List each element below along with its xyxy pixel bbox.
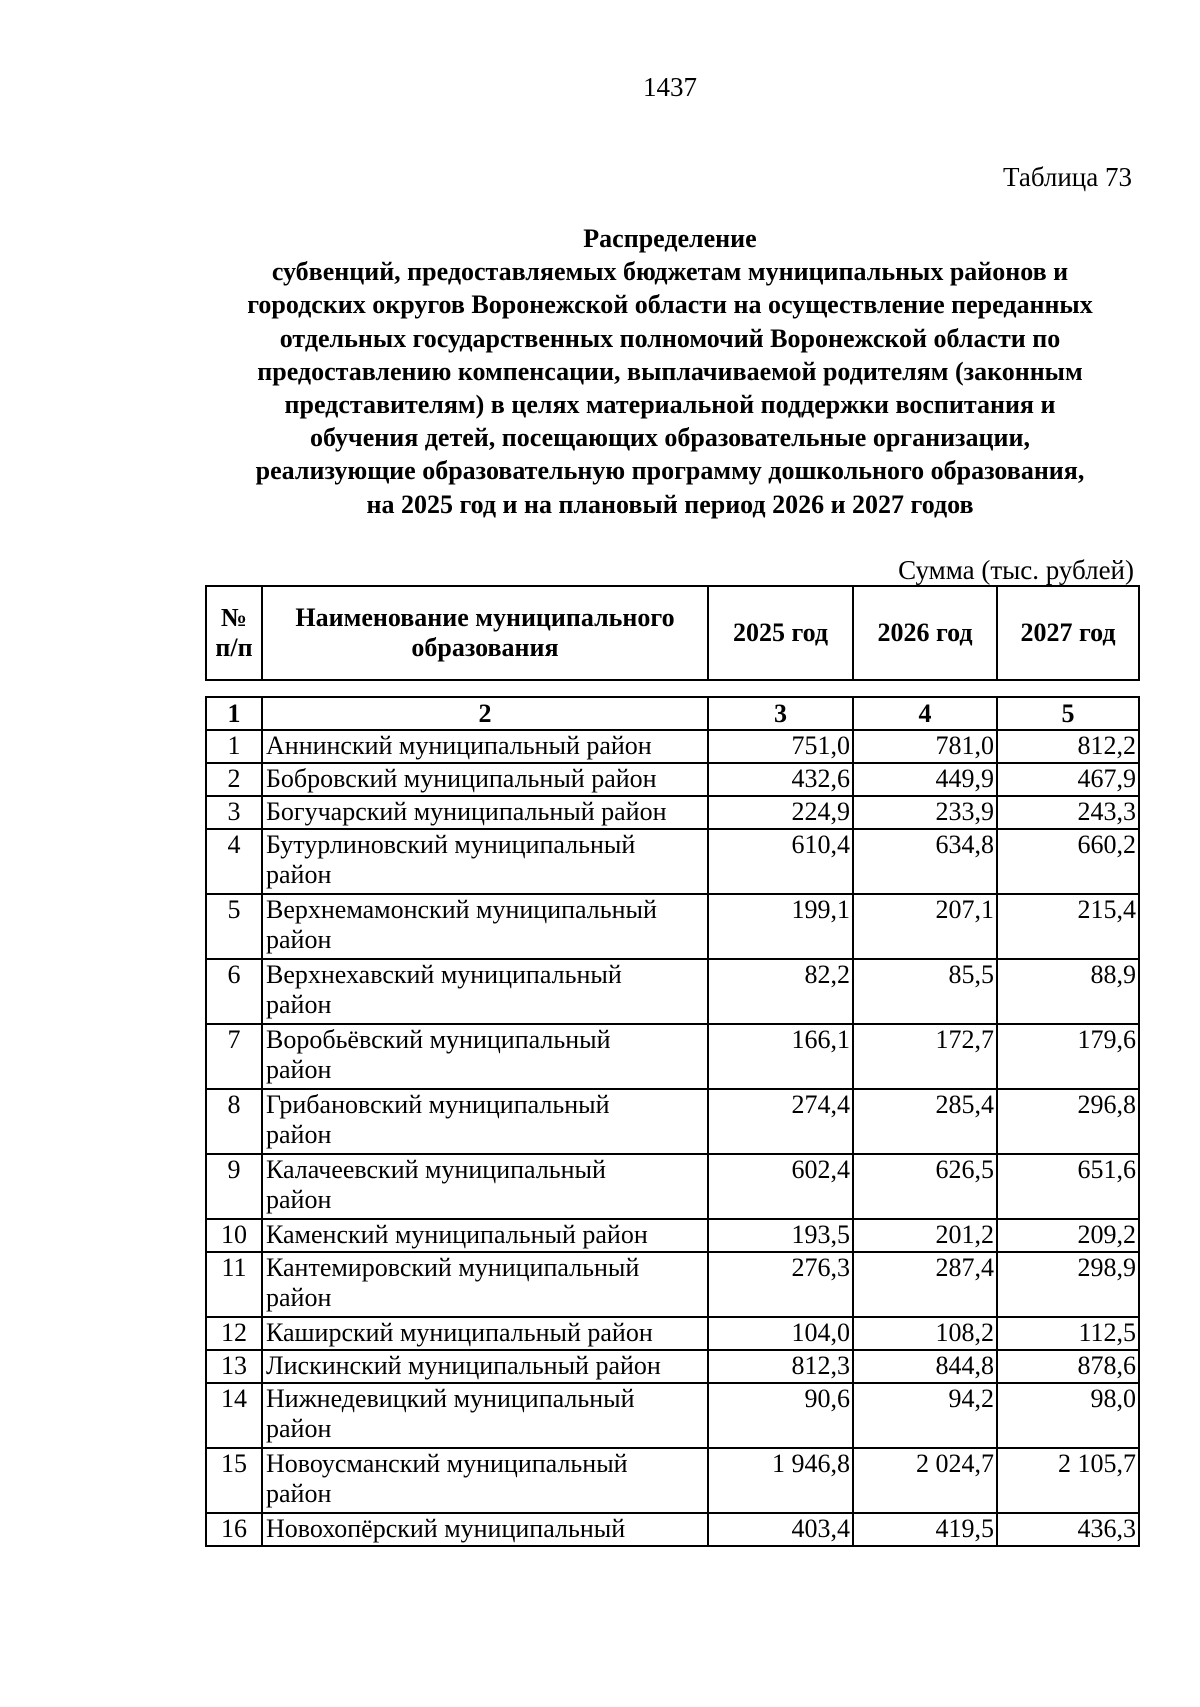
amount-2027: 179,6: [997, 1024, 1139, 1089]
row-number: 6: [206, 959, 262, 1024]
amount-2025: 90,6: [708, 1383, 853, 1448]
title-line: представителям) в целях материальной поддержки воспитания и: [284, 390, 1056, 420]
amount-2027: 812,2: [997, 730, 1139, 763]
column-number: 5: [997, 697, 1139, 730]
municipality-name-line1: Новохопёрский муниципальный: [266, 1514, 626, 1543]
table-row: [206, 829, 1139, 894]
municipality-name-line1: Кантемировский муниципальный: [266, 1253, 640, 1282]
row-number: 7: [206, 1024, 262, 1089]
data-table: [205, 696, 1140, 1547]
amount-2025: 751,0: [708, 730, 853, 763]
row-number: 4: [206, 829, 262, 894]
amount-2025: 403,4: [708, 1513, 853, 1546]
municipality-name-line1: Бутурлиновский муниципальный: [266, 830, 636, 859]
table-row: [206, 796, 1139, 829]
row-number: 10: [206, 1219, 262, 1252]
amount-2027: 878,6: [997, 1350, 1139, 1383]
column-number: 2: [262, 697, 708, 730]
header-name: [262, 586, 708, 680]
amount-2025: 610,4: [708, 829, 853, 894]
table-row: [206, 1154, 1139, 1219]
municipality-name-line2: район: [266, 1283, 332, 1312]
column-number: 3: [708, 697, 853, 730]
municipality-name: [262, 796, 708, 829]
header-name-line2: образования: [411, 633, 559, 662]
amount-2025: 82,2: [708, 959, 853, 1024]
table-label: Таблица 73: [1003, 162, 1132, 192]
title-line: обучения детей, посещающих образовательные организации,: [310, 423, 1030, 453]
amount-2025: 276,3: [708, 1252, 853, 1317]
amount-2025: 1 946,8: [708, 1448, 853, 1513]
amount-2027: 660,2: [997, 829, 1139, 894]
municipality-name-line2: район: [266, 860, 332, 889]
header-2027: 2027 год: [997, 586, 1139, 680]
municipality-name-line1: Верхнемамонский муниципальный: [266, 895, 657, 924]
municipality-name-line2: район: [266, 1185, 332, 1214]
amount-2025: 812,3: [708, 1350, 853, 1383]
table-row: [206, 730, 1139, 763]
table-row: [206, 1513, 1139, 1546]
municipality-name-line1: Грибановский муниципальный: [266, 1090, 610, 1119]
amount-2026: 626,5: [853, 1154, 997, 1219]
municipality-name-line1: Аннинский муниципальный район: [266, 731, 652, 760]
municipality-name: [262, 763, 708, 796]
amount-2025: 166,1: [708, 1024, 853, 1089]
amount-2027: 651,6: [997, 1154, 1139, 1219]
municipality-name-line1: Воробьёвский муниципальный: [266, 1025, 611, 1054]
amount-2027: 215,4: [997, 894, 1139, 959]
amount-2026: 201,2: [853, 1219, 997, 1252]
title-line: реализующие образовательную программу дошкольного образования,: [255, 456, 1085, 486]
row-number: 16: [206, 1513, 262, 1546]
municipality-name: [262, 1089, 708, 1154]
header-name-line1: Наименование муниципального: [295, 603, 675, 632]
municipality-name: [262, 1350, 708, 1383]
amount-2026: 207,1: [853, 894, 997, 959]
table-row: [206, 1383, 1139, 1448]
table-row: [206, 894, 1139, 959]
municipality-name: [262, 1154, 708, 1219]
amount-2026: 94,2: [853, 1383, 997, 1448]
header-num-line2: п/п: [215, 633, 253, 662]
document-title: [200, 222, 1140, 521]
municipality-name-line1: Нижнедевицкий муниципальный: [266, 1384, 635, 1413]
municipality-name: [262, 1448, 708, 1513]
amount-2025: 199,1: [708, 894, 853, 959]
row-number: 2: [206, 763, 262, 796]
amount-2027: 467,9: [997, 763, 1139, 796]
amount-2026: 2 024,7: [853, 1448, 997, 1513]
municipality-name-line1: Бобровский муниципальный район: [266, 764, 657, 793]
header-row: [206, 586, 1139, 680]
municipality-name-line1: Каширский муниципальный район: [266, 1318, 653, 1347]
table-row: [206, 1219, 1139, 1252]
table-row: [206, 1089, 1139, 1154]
municipality-name-line1: Лискинский муниципальный район: [266, 1351, 661, 1380]
amount-2026: 634,8: [853, 829, 997, 894]
amount-2025: 104,0: [708, 1317, 853, 1350]
column-number: 1: [206, 697, 262, 730]
amount-2027: 98,0: [997, 1383, 1139, 1448]
municipality-name-line1: Калачеевский муниципальный: [266, 1155, 606, 1184]
table-row: [206, 959, 1139, 1024]
table-row: [206, 1024, 1139, 1089]
municipality-name-line2: район: [266, 1414, 332, 1443]
municipality-name: [262, 1317, 708, 1350]
title-line: отдельных государственных полномочий Воронежской области по: [279, 323, 1061, 353]
amount-2026: 172,7: [853, 1024, 997, 1089]
municipality-name: [262, 1383, 708, 1448]
amount-2026: 781,0: [853, 730, 997, 763]
title-line: предоставлению компенсации, выплачиваемой родителям (законным: [257, 356, 1083, 386]
municipality-name-line1: Богучарский муниципальный район: [266, 797, 667, 826]
amount-2027: 209,2: [997, 1219, 1139, 1252]
municipality-name: [262, 730, 708, 763]
amount-2025: 432,6: [708, 763, 853, 796]
amount-2026: 85,5: [853, 959, 997, 1024]
header-num: [206, 586, 262, 680]
amount-2026: 449,9: [853, 763, 997, 796]
row-number: 11: [206, 1252, 262, 1317]
row-number: 15: [206, 1448, 262, 1513]
amount-2027: 112,5: [997, 1317, 1139, 1350]
header-num-line1: №: [220, 603, 248, 632]
column-number-row: [206, 697, 1139, 730]
municipality-name: [262, 894, 708, 959]
row-number: 8: [206, 1089, 262, 1154]
municipality-name-line2: район: [266, 1120, 332, 1149]
amount-2025: 274,4: [708, 1089, 853, 1154]
amount-2026: 108,2: [853, 1317, 997, 1350]
amount-2026: 844,8: [853, 1350, 997, 1383]
municipality-name: [262, 1252, 708, 1317]
table-row: [206, 1350, 1139, 1383]
municipality-name-line2: район: [266, 1055, 332, 1084]
amount-2026: 287,4: [853, 1252, 997, 1317]
amount-2027: 243,3: [997, 796, 1139, 829]
table-row: [206, 1252, 1139, 1317]
column-number: 4: [853, 697, 997, 730]
municipality-name-line1: Новоусманский муниципальный: [266, 1449, 628, 1478]
municipality-name-line2: район: [266, 925, 332, 954]
title-line: субвенций, предоставляемых бюджетам муниципальных районов и: [271, 257, 1069, 287]
title-line: Распределение: [583, 224, 757, 253]
amount-2025: 602,4: [708, 1154, 853, 1219]
municipality-name-line2: район: [266, 990, 332, 1019]
amount-2025: 224,9: [708, 796, 853, 829]
table-row: [206, 763, 1139, 796]
table-row: [206, 1448, 1139, 1513]
title-line: на 2025 год и на плановый период 2026 и 2027 годов: [366, 489, 974, 519]
row-number: 1: [206, 730, 262, 763]
municipality-name: [262, 1024, 708, 1089]
municipality-name: [262, 1513, 708, 1546]
amount-2026: 233,9: [853, 796, 997, 829]
municipality-name: [262, 1219, 708, 1252]
amount-2027: 436,3: [997, 1513, 1139, 1546]
municipality-name-line2: район: [266, 1479, 332, 1508]
amount-2025: 193,5: [708, 1219, 853, 1252]
table-header: [205, 585, 1140, 681]
page-number: 1437: [643, 72, 697, 102]
row-number: 12: [206, 1317, 262, 1350]
table-row: [206, 1317, 1139, 1350]
municipality-name: [262, 959, 708, 1024]
header-2025: 2025 год: [708, 586, 853, 680]
amount-2027: 2 105,7: [997, 1448, 1139, 1513]
row-number: 13: [206, 1350, 262, 1383]
units-label: Сумма (тыс. рублей): [898, 555, 1134, 585]
amount-2026: 419,5: [853, 1513, 997, 1546]
amount-2027: 88,9: [997, 959, 1139, 1024]
header-2026: 2026 год: [853, 586, 997, 680]
row-number: 14: [206, 1383, 262, 1448]
amount-2026: 285,4: [853, 1089, 997, 1154]
amount-2027: 298,9: [997, 1252, 1139, 1317]
title-line: городских округов Воронежской области на осуществление переданных: [247, 290, 1093, 320]
row-number: 3: [206, 796, 262, 829]
row-number: 9: [206, 1154, 262, 1219]
municipality-name-line1: Верхнехавский муниципальный: [266, 960, 622, 989]
municipality-name-line1: Каменский муниципальный район: [266, 1220, 648, 1249]
row-number: 5: [206, 894, 262, 959]
municipality-name: [262, 829, 708, 894]
amount-2027: 296,8: [997, 1089, 1139, 1154]
